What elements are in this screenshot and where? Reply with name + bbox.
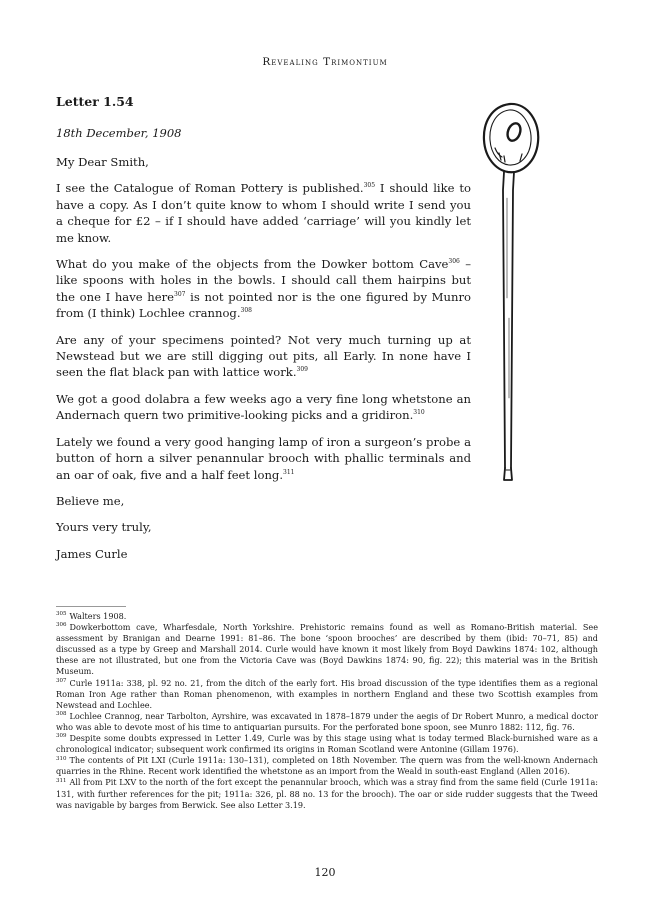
footnote [56,733,598,755]
paragraph-3 [56,332,471,381]
footnote-text: Dowkerbottom cave, Wharfesdale, North Yorkshire. Prehistoric remains found as well as Romano-British material. See assessment by Branigan and Dearne 1991: 81–86. The bone ‘spoon brooches’ are described by them (ibid: 70–71, 85) and discussed as a type by Greep and Marshall 2014. Curle would have known it most likely from Boyd Dawkins 1874: 102, although these are not illustrated, but one from the Victoria Cave was (Boyd Dawkins 1874: 90, fig. 22); this material was in the British Museum. [56,622,598,677]
footnote-text: Lochlee Crannog, near Tarbolton, Ayrshire, was excavated in 1878–1879 under the aegis of Dr Robert Munro, a medical doctor who was able to devote most of his time to antiquarian pursuits. For the perforated bone spoon, see Munro 1882: 112, fig. 76. [56,710,598,732]
paragraph-text: I see the Catalogue of Roman Pottery is published. [56,181,364,196]
footnote-text: Curle 1911a: 338, pl. 92 no. 21, from the ditch of the early fort. His broad discussion of the type identifies them as a regional Roman Iron Age rather than Roman phenomenon, with examples in northern England and these two Scottish examples from Newstead and Lochlee. [56,677,598,710]
letter-body [56,94,471,572]
paragraph-text: I should like to have a copy. As I don’t quite know to whom I should write I send you a cheque for £2 – if I should have added ‘carriage’ will you kindly let me know. [56,181,471,245]
paragraph-1 [56,180,471,246]
letter-date: 18th December, 1908 [56,126,182,140]
footnote-number: 308 [56,711,67,718]
paragraph-4 [56,391,471,424]
salutation: My Dear Smith, [56,155,149,169]
footnote-rule [56,606,126,607]
footnote-ref[interactable]: 309 [296,366,308,374]
footnote-number: 310 [56,755,67,762]
footnote [56,777,598,810]
paragraph-text: Lately we found a very good hanging lamp of iron a surgeon’s probe a button of horn a silver penannular brooch with phallic terminals and an oar of oak, five and a half feet long. [56,434,471,482]
page-number: 120 [314,866,336,879]
footnote [56,711,598,733]
paragraph-text: What do you make of the objects from the Dowker bottom Cave [56,257,449,272]
footnote [56,611,598,622]
footnotes [56,611,598,811]
footnote-text: The contents of Pit LXI (Curle 1911a: 130–131), completed on 18th November. The quern was from the well-known Andernach quarries in the Rhine. Recent work identified the whetstone as an import from the Weald in south-east England (Allen 2016). [56,755,598,777]
footnote-number: 305 [56,611,67,618]
footnote [56,755,598,777]
paragraph-text: Are any of your specimens pointed? Not very much turning up at Newstead but we are still digging out pits, all Early. In none have I seen the flat black pan with lattice work. [56,332,471,380]
paragraph-text: is not pointed nor is the one figured by Munro from (I think) Lochlee crannog. [56,289,472,321]
footnote-ref[interactable]: 306 [448,258,460,266]
footnote-number: 307 [56,677,67,684]
footnote-ref[interactable]: 310 [413,409,425,417]
running-head: Revealing Trimontium [262,56,388,68]
letter-heading: Letter 1.54 [56,94,134,109]
footnote [56,678,598,711]
footnote [56,622,598,677]
footnote-ref[interactable]: 307 [174,290,186,298]
footnote-number: 306 [56,622,67,629]
footnote-ref[interactable]: 305 [363,182,376,190]
paragraph-5 [56,434,471,483]
footnote-text: All from Pit LXV to the north of the fort except the penannular brooch, which was a stray find from the same field (Curle 1911a: 131, with further references for the pit; 1911a: 326, pl. 88 no. 13 for the brooch). The oar or side rudder suggests that the Tweed was navigable by barges from Berwick. See also Letter 3.19. [56,777,598,810]
closing-1: Believe me, [56,493,125,508]
paragraph-text: We got a good dolabra a few weeks ago a very fine long whetstone an Andernach quern two primitive-looking picks and a gridiron. [56,391,471,423]
signature: James Curle [56,546,128,561]
paragraph-text: – like spoons with holes in the bowls. I should call them hairpins but the one I have here [56,257,471,304]
closing-2: Yours very truly, [56,520,152,535]
footnote-ref[interactable]: 311 [283,468,295,476]
paragraph-2 [56,256,471,322]
footnote-number: 311 [56,777,67,784]
footnote-number: 309 [56,733,67,740]
bone-spoon-icon [478,98,548,488]
footnote-text: Walters 1908. [69,611,127,621]
footnote-ref[interactable]: 308 [240,307,252,315]
footnote-text: Despite some doubts expressed in Letter 1.49, Curle was by this stage using what is today termed Black-burnished ware as a chronological indicator; subsequent work confirmed its origins in Roman Scotland were Antonine (Gillam 1976). [56,733,598,755]
